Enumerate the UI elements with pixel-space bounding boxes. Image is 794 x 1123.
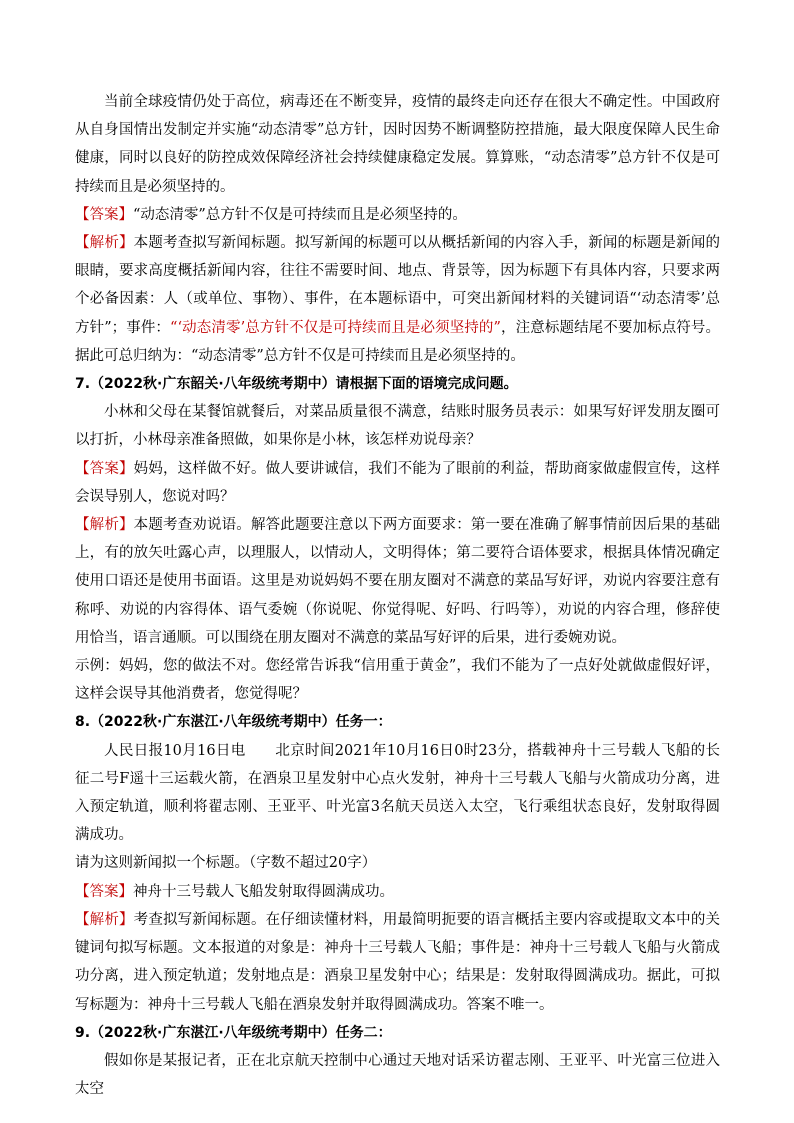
q8-answer-text: 神舟十三号载人飞船发射取得圆满成功。 (133, 883, 394, 900)
q8-analysis (75, 906, 720, 1019)
q6-analysis-highlight: “‘动态清零’总方针不仅是可持续而且是必须坚持的” (170, 319, 501, 336)
passage-top: 当前全球疫情仍处于高位，病毒还在不断变异，疫情的最终走向还存在很大不确定性。中国政府从自身国情出发制定并实施“动态清零”总方针，因时因势不断调整防控措施，最大限度保障人民生命健康，同时以良好的防控成效保障经济社会持续健康稳定发展。算算账，“动态清零”总方针不仅是可持续而且是必须坚持的。 (75, 94, 720, 195)
answer-tag: 【答案】 (75, 460, 134, 477)
q6-analysis-text-b: ，注意标题结尾不要加标点符号。据此可总归纳为：“动态清零”总方针不仅是可持续而且是必须坚持的。 (75, 319, 720, 364)
q6-analysis (75, 229, 720, 370)
q6-answer-text: “动态清零”总方针不仅是可持续而且是必须坚持的。 (133, 206, 467, 223)
q7-example: 示例：妈妈，您的做法不对。您经常告诉我“信用重于黄金”，我们不能为了一点好处就做虚假好评，这样会误导其他消费者，您觉得呢？ (75, 658, 720, 703)
q7-passage: 小林和父母在某餐馆就餐后，对菜品质量很不满意，结账时服务员表示：如果写好评发朋友圈可以打折，小林母亲准备照做，如果你是小林，该怎样劝说母亲？ (75, 404, 720, 449)
q6-analysis-text-a: 本题考查拟写新闻标题。拟写新闻的标题可以从概括新闻的内容入手，新闻的标题是新闻的眼睛，要求高度概括新闻内容，往往不需要时间、地点、背景等，因为标题下有具体内容，只要求两个必备因素：人（或单位、事物）、事件，在本题标语中，可突出新闻材料的关键词语“‘动态清零’总方针”；事件： (75, 235, 721, 336)
q7-answer-text: 妈妈，这样做不好。做人要讲诚信，我们不能为了眼前的利益，帮助商家做虚假宣传，这样会误导别人，您说对吗？ (75, 460, 721, 505)
q8-analysis-text: 考查拟写新闻标题。在仔细读懂材料，用最简明扼要的语言概括主要内容或提取文本中的关键词句拟写标题。文本报道的对象是：神舟十三号载人飞船；事件是：神舟十三号载人飞船与火箭成功分离，进入预定轨道；发射地点是：酒泉卫星发射中心；结果是：发射取得圆满成功。据此，可拟写标题为：神舟十三号载人飞船在酒泉发射并取得圆满成功。答案不唯一。 (75, 911, 721, 1013)
analysis-tag: 【解析】 (75, 517, 134, 534)
q9-passage: 假如你是某报记者，正在北京航天控制中心通过天地对话采访翟志刚、王亚平、叶光富三位进入太空 (75, 1052, 720, 1098)
q8-heading: 8.（2022秋·广东湛江·八年级统考期中）任务一： (75, 714, 392, 731)
q7-answer (75, 455, 720, 511)
analysis-tag: 【解析】 (75, 235, 134, 252)
analysis-tag: 【解析】 (75, 911, 134, 928)
q6-answer (75, 201, 720, 229)
q7-heading: 7.（2022秋·广东韶关·八年级统考期中）请根据下面的语境完成问题。 (75, 376, 518, 393)
q7-analysis (75, 511, 720, 652)
q8-prompt: 请为这则新闻拟一个标题。（字数不超过20字） (75, 855, 377, 872)
q9-heading: 9.（2022秋·广东湛江·八年级统考期中）任务二： (75, 1024, 392, 1041)
document-content (75, 88, 720, 1103)
q7-analysis-text: 本题考查劝说语。解答此题要注意以下两方面要求：第一要在准确了解事情前因后果的基础上，有的放矢吐露心声，以理服人，以情动人，文明得体；第二要符合语体要求，根据具体情况确定使用口语还是使用书面语。这里是劝说妈妈不要在朋友圈对不满意的菜品写好评，劝说内容要注意有称呼、劝说的内容得体、语气委婉（你说呢、你觉得呢、好吗、行吗等），劝说的内容合理，修辞使用恰当，语言通顺。可以围绕在朋友圈对不满意的菜品写好评的后果，进行委婉劝说。 (75, 517, 721, 646)
answer-tag: 【答案】 (75, 206, 133, 223)
answer-tag: 【答案】 (75, 883, 133, 900)
q8-answer (75, 878, 720, 906)
q8-passage: 人民日报10月16日电 北京时间2021年10月16日0时23分，搭载神舟十三号载人飞船的长征二号F遥十三运载火箭，在酒泉卫星发射中心点火发射，神舟十三号载人飞船与火箭成功分离，进入预定轨道，顺利将翟志刚、王亚平、叶光富3名航天员送入太空，飞行乘组状态良好，发射取得圆满成功。 (75, 742, 720, 844)
